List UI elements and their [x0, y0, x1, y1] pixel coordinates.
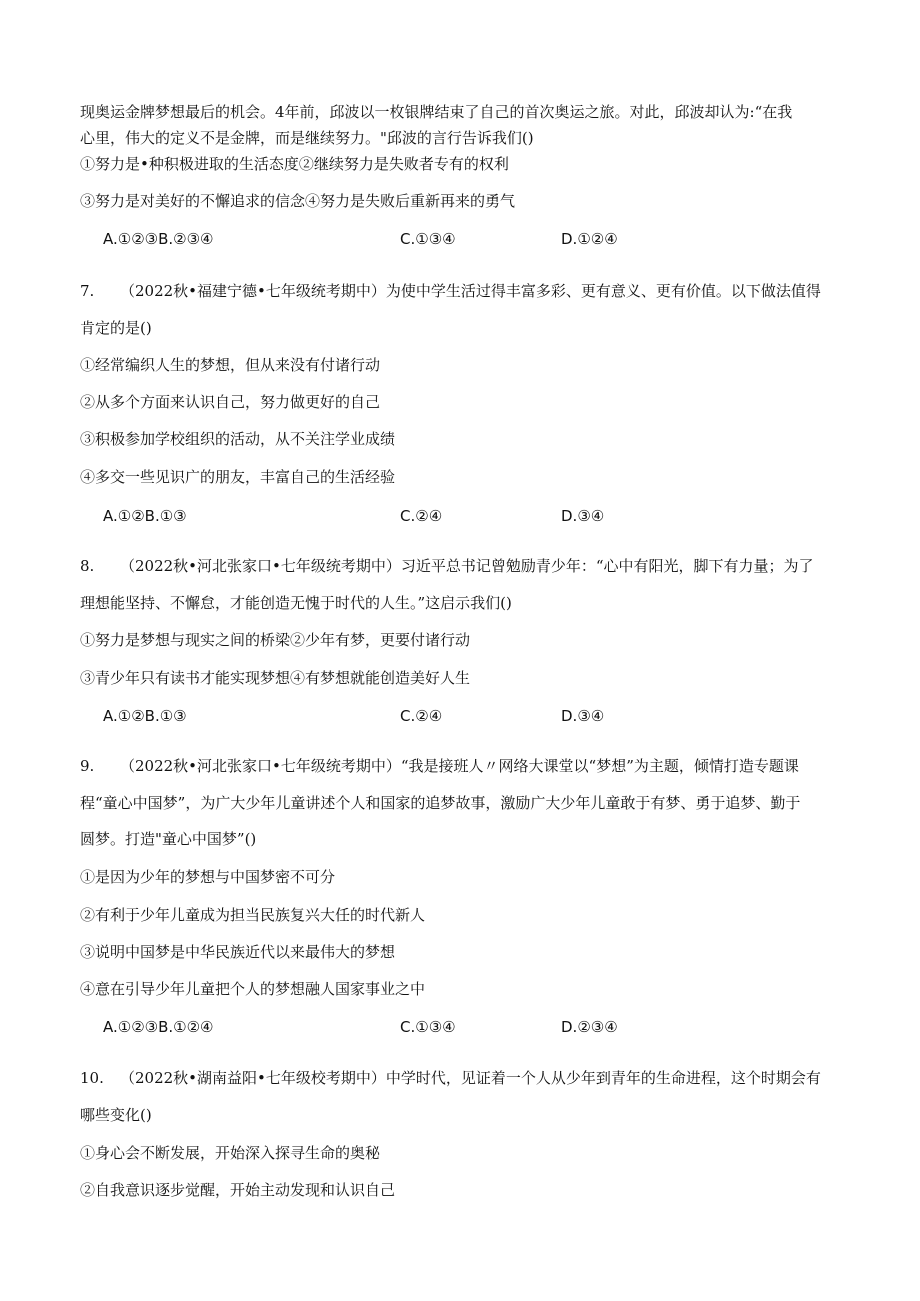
q6-statement-line-1: ①努力是•种积极进取的生活态度②继续努力是失败者专有的权利	[80, 155, 509, 173]
q8-option-ab[interactable]: A.①②B.①③	[103, 707, 187, 725]
q9-stem-line-3: 圆梦。打造"童心中国梦”()	[80, 830, 257, 848]
q10-stem-line-1	[80, 1067, 821, 1089]
q7-stem-text: （2022秋•福建宁德•七年级统考期中）为使中学生活过得丰富多彩、更有意义、更有价值。以下做法值得	[120, 282, 821, 300]
q9-stem-line-2: 程“童心中国梦”，为广大少年儿童讲述个人和国家的追梦故事，激励广大少年儿童敢于有梦、勇于追梦、勤于	[80, 794, 801, 812]
q8-number: 8.	[80, 557, 95, 575]
q6-line-2: 心里，伟大的定义不是金牌，而是继续努力。"邱波的言行告诉我们()	[80, 129, 534, 147]
q9-statement-1: ①是因为少年的梦想与中国梦密不可分	[80, 868, 336, 886]
q9-number: 9.	[80, 757, 95, 775]
q6-option-d[interactable]: D.①②④	[561, 230, 618, 248]
q9-statement-4: ④意在引导少年儿童把个人的梦想融人国家事业之中	[80, 980, 426, 998]
q9-stem-text: （2022秋•河北张家口•七年级统考期中）“我是接班人〃网络大课堂以“梦想”为主题，倾情打造专题课	[120, 757, 799, 775]
q9-stem-line-1	[80, 755, 799, 777]
q7-option-ab[interactable]: A.①②B.①③	[103, 507, 187, 525]
q7-statement-2: ②从多个方面来认识自己，努力做更好的自己	[80, 393, 381, 411]
q7-stem-line-1	[80, 280, 821, 302]
q10-number: 10.	[80, 1069, 104, 1087]
q8-stem-text: （2022秋•河北张家口•七年级统考期中）习近平总书记曾勉励青少年：“心中有阳光，脚下有力量；为了	[120, 557, 814, 575]
q10-stem-line-2: 哪些变化()	[80, 1106, 152, 1124]
q9-option-ab[interactable]: A.①②③B.①②④	[103, 1018, 214, 1036]
q6-option-c[interactable]: C.①③④	[400, 230, 456, 248]
q9-statement-2: ②有利于少年儿童成为担当民族复兴大任的时代新人	[80, 906, 426, 924]
q10-statement-1: ①身心会不断发展，开始深入探寻生命的奥秘	[80, 1144, 381, 1162]
q9-statement-3: ③说明中国梦是中华民族近代以来最伟大的梦想	[80, 943, 396, 961]
q7-statement-4: ④多交一些见识广的朋友，丰富自己的生活经验	[80, 468, 396, 486]
q6-statement-line-2: ③努力是对美好的不懈追求的信念④努力是失败后重新再来的勇气	[80, 192, 516, 210]
q8-option-d[interactable]: D.③④	[561, 707, 605, 725]
q10-statement-2: ②自我意识逐步觉醒，开始主动发现和认识自己	[80, 1181, 396, 1199]
q8-statement-line-1: ①努力是梦想与现实之间的桥梁②少年有梦，更要付诸行动	[80, 631, 471, 649]
q8-stem-line-1	[80, 555, 814, 577]
q6-line-1: 现奥运金牌梦想最后的机会。4年前，邱波以一枚银牌结束了自己的首次奥运之旅。对此，邱波却认为:“在我	[80, 103, 793, 121]
q7-option-c[interactable]: C.②④	[400, 507, 443, 525]
q8-statement-line-2: ③青少年只有读书才能实现梦想④有梦想就能创造美好人生	[80, 669, 471, 687]
q6-option-ab[interactable]: A.①②③B.②③④	[103, 230, 214, 248]
q8-option-c[interactable]: C.②④	[400, 707, 443, 725]
q8-stem-line-2: 理想能坚持、不懈怠，才能创造无愧于时代的人生。”这启示我们()	[80, 594, 512, 612]
q10-stem-text: （2022秋•湖南益阳•七年级校考期中）中学时代，见证着一个人从少年到青年的生命进程，这个时期会有	[120, 1069, 821, 1087]
q7-number: 7.	[80, 282, 95, 300]
q7-statement-3: ③积极参加学校组织的活动，从不关注学业成绩	[80, 430, 396, 448]
q7-statement-1: ①经常编织人生的梦想，但从来没有付诸行动	[80, 356, 381, 374]
q7-option-d[interactable]: D.③④	[561, 507, 605, 525]
q9-option-d[interactable]: D.②③④	[561, 1018, 618, 1036]
q9-option-c[interactable]: C.①③④	[400, 1018, 456, 1036]
q7-stem-line-2: 肯定的是()	[80, 319, 152, 337]
